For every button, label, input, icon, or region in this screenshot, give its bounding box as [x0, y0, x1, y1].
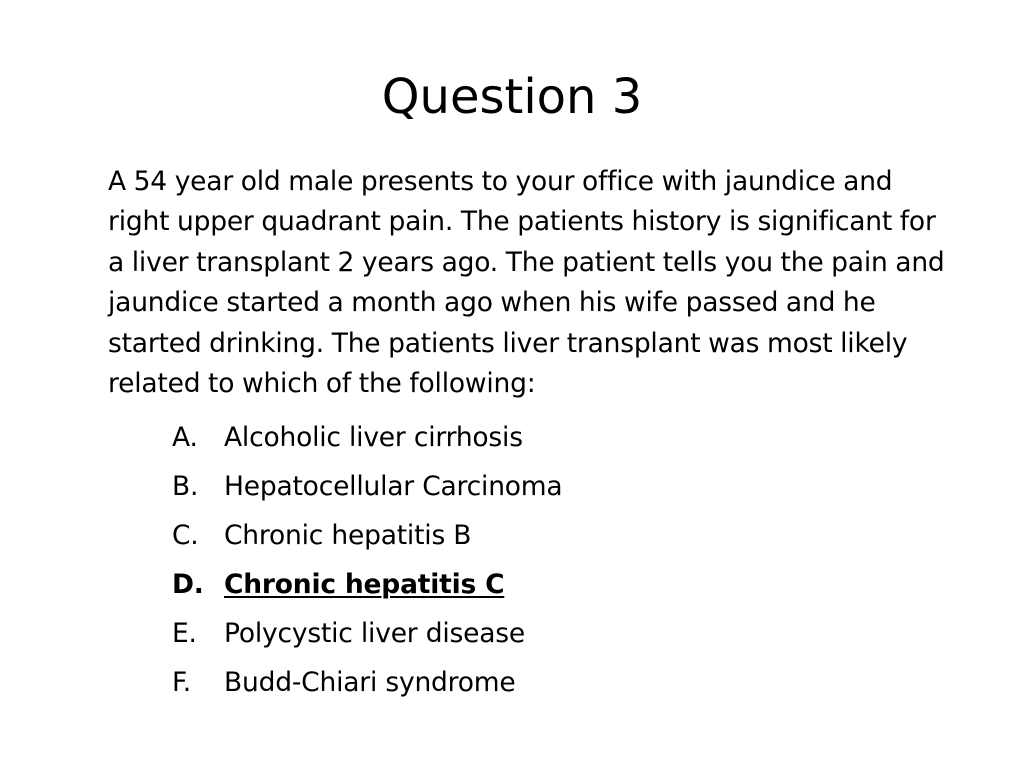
option-letter: E. — [172, 618, 197, 649]
option-letter: F. — [172, 667, 192, 698]
option-e — [172, 609, 562, 658]
slide-title: Question 3 — [381, 69, 643, 125]
option-text: Hepatocellular Carcinoma — [224, 471, 563, 502]
option-text: Chronic hepatitis C — [224, 569, 505, 600]
option-text: Polycystic liver disease — [224, 618, 525, 649]
option-f — [172, 658, 562, 707]
option-d-correct-answer — [172, 560, 562, 609]
option-letter: C. — [172, 520, 199, 551]
answer-options — [172, 413, 562, 707]
option-text: Chronic hepatitis B — [224, 520, 472, 551]
option-text: Budd-Chiari syndrome — [224, 667, 516, 698]
option-text: Alcoholic liver cirrhosis — [224, 422, 523, 453]
option-a — [172, 413, 562, 462]
option-b — [172, 462, 562, 511]
option-letter: B. — [172, 471, 199, 502]
question-text: A 54 year old male presents to your office with jaundice and right upper quadrant pain. The patients history is significant for a liver transplant 2 years ago. The patient tells you the pain and jaundice started a month ago when his wife passed and he started drinking. The patients liver transplant was most likely related to which of the following: — [108, 166, 945, 400]
option-c — [172, 511, 562, 560]
option-letter: A. — [172, 422, 198, 453]
option-letter: D. — [172, 569, 204, 600]
